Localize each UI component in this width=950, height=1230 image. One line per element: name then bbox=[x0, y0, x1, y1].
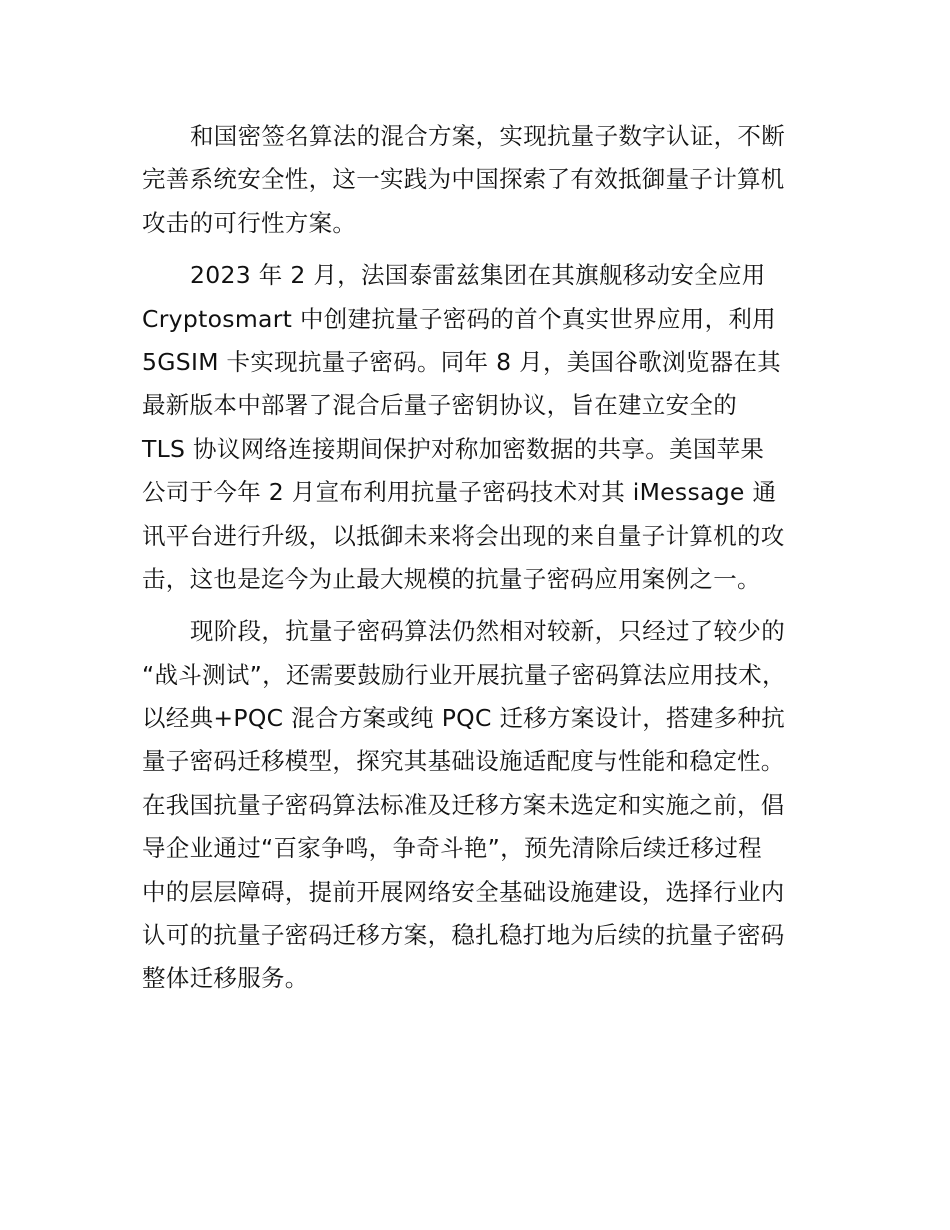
text-line: 导企业通过“百家争鸣，争奇斗艳”，预先清除后续迁移过程 bbox=[142, 834, 762, 863]
text-line: 2023 年 2 月，法国泰雷兹集团在其旗舰移动安全应用 bbox=[190, 261, 766, 290]
paragraph-3 bbox=[142, 610, 842, 1001]
text-line: 攻击的可行性方案。 bbox=[142, 208, 357, 237]
text-line: “战斗测试”，还需要鼓励行业开展抗量子密码算法应用技术， bbox=[142, 660, 786, 689]
text-line: 量子密码迁移模型，探究其基础设施适配度与性能和稳定性。 bbox=[142, 747, 785, 776]
text-line: 讯平台进行升级，以抵御未来将会出现的来自量子计算机的攻 bbox=[142, 521, 785, 550]
text-line: 最新版本中部署了混合后量子密钥协议，旨在建立安全的 bbox=[142, 391, 737, 420]
text-line: 中的层层障碍，提前开展网络安全基础设施建设，选择行业内 bbox=[142, 877, 785, 906]
paragraph-2 bbox=[142, 254, 842, 601]
text-line: 公司于今年 2 月宣布利用抗量子密码技术对其 iMessage 通 bbox=[142, 478, 777, 507]
text-line: 以经典+PQC 混合方案或纯 PQC 迁移方案设计，搭建多种抗 bbox=[142, 704, 786, 733]
text-line: 5GSIM 卡实现抗量子密码。同年 8 月，美国谷歌浏览器在其 bbox=[142, 347, 781, 376]
text-line: 完善系统安全性，这一实践为中国探索了有效抵御量子计算机 bbox=[142, 165, 785, 194]
text-line: 现阶段，抗量子密码算法仍然相对较新，只经过了较少的 bbox=[190, 617, 785, 646]
text-line: TLS 协议网络连接期间保护对称加密数据的共享。美国苹果 bbox=[142, 434, 765, 463]
paragraph-1 bbox=[142, 115, 842, 245]
text-line: 和国密签名算法的混合方案，实现抗量子数字认证，不断 bbox=[190, 122, 785, 150]
document-page bbox=[142, 115, 842, 1010]
text-line: 认可的抗量子密码迁移方案，稳扎稳打地为后续的抗量子密码 bbox=[142, 921, 785, 950]
text-line: Cryptosmart 中创建抗量子密码的首个真实世界应用，利用 bbox=[142, 304, 776, 333]
text-line: 击，这也是迄今为止最大规模的抗量子密码应用案例之一。 bbox=[142, 564, 761, 593]
text-line: 在我国抗量子密码算法标准及迁移方案未选定和实施之前，倡 bbox=[142, 790, 785, 819]
text-line: 整体迁移服务。 bbox=[142, 964, 309, 993]
